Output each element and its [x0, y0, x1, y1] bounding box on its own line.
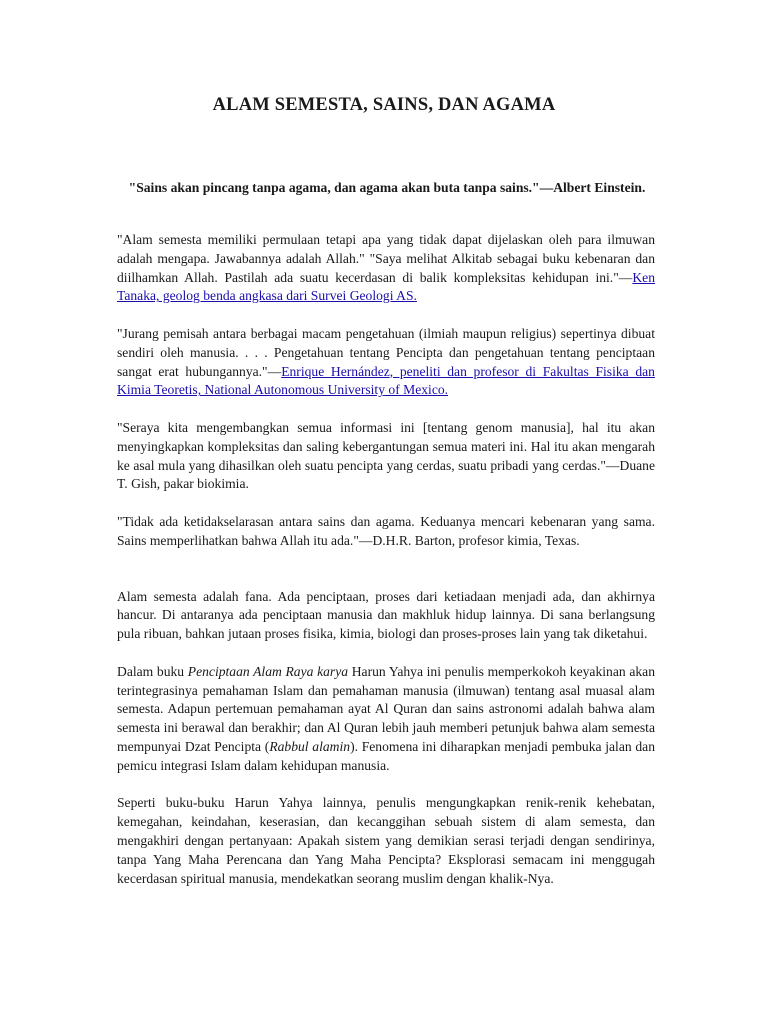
p2-tail: ). Fenomena ini diharapkan menjadi pembuka jalan dan pemicu integrasi Islam dalam kehidupan manusia.: [117, 738, 655, 773]
body-paragraph: [117, 663, 655, 776]
p2-mid: Harun Yahya ini penulis memperkokoh keyakinan akan terintegrasinya pemahaman Islam dan pemahaman manusia (ilmuwan) tentang asal muasal alam semesta. Adapun pertemuan pemahaman ayat Al Quran dan sains astronomi adalah bahwa alam semesta ini berawal dan berakhir; dan Al Quran lebih jauh memberi petunjuk bahwa alam semesta mempunyai Dzat Pencipta (: [117, 663, 655, 754]
quote-text: "Jurang pemisah antara berbagai macam pengetahuan (ilmiah maupun religius) sepertinya dibuat sendiri oleh manusia. . . . Pengetahuan tentang Pencipta dan pengetahuan tentang penciptaan sangat erat hubungannya."—: [117, 325, 655, 379]
book-title: Penciptaan Alam Raya karya: [187, 663, 349, 679]
epigraph-quote: "Sains akan pincang tanpa agama, dan agama akan buta tanpa sains."—Albert Einstein.: [128, 180, 646, 195]
quote-paragraph: "Seraya kita mengembangkan semua informasi ini [tentang genom manusia], hal itu akan menyingkapkan kompleksitas dan saling kebergantungan semua materi ini. Hal itu akan mengarah ke asal mula yang dihasilkan oleh suatu pencipta yang cerdas, suatu pribadi yang cerdas."—Duane T. Gish, pakar biokimia.: [117, 419, 655, 492]
document-title: ALAM SEMESTA, SAINS, DAN AGAMA: [212, 95, 556, 115]
source-link-enrique-hernandez[interactable]: Enrique Hernández, peneliti dan profesor di Fakultas Fisika dan Kimia Teoretis, National Autonomous University of Mexico.: [117, 363, 655, 398]
quote-paragraph: [117, 325, 655, 400]
quote-text: "Alam semesta memiliki permulaan tetapi apa yang tidak dapat dijelaskan oleh para ilmuwan adalah mengapa. Jawabannya adalah Allah." "Saya melihat Alkitab sebagai buku kebenaran dan diilhamkan Allah. Pastilah ada suatu kecerdasan di balik kompleksitas kehidupan ini."—: [117, 232, 655, 285]
quote-paragraph: [117, 231, 655, 306]
source-link-ken-tanaka[interactable]: Ken Tanaka, geolog benda angkasa dari Survei Geologi AS.: [117, 269, 655, 304]
arabic-term: Rabbul alamin: [269, 738, 351, 754]
quote-paragraph: "Tidak ada ketidakselarasan antara sains dan agama. Keduanya mencari kebenaran yang sama. Sains memperlihatkan bahwa Allah itu ada."—D.H.R. Barton, profesor kimia, Texas.: [117, 513, 655, 548]
document-body: [117, 231, 655, 907]
body-paragraph: Seperti buku-buku Harun Yahya lainnya, penulis mengungkapkan renik-renik kehebatan, kemegahan, keindahan, keserasian, dan kecanggihan sebuah sistem di alam semesta, dan mengakhiri dengan pertanyaan: Apakah sistem yang demikian serasi terjadi dengan sendirinya, tanpa Yang Maha Perencana dan Yang Maha Pencipta? Eksplorasi semacam ini menggugah kecerdasan spiritual manusia, mendekatkan seorang muslim dengan khalik-Nya.: [117, 795, 655, 886]
body-paragraph: Alam semesta adalah fana. Ada penciptaan, proses dari ketiadaan menjadi ada, dan akhirnya hancur. Di antaranya ada penciptaan manusia dan makhluk hidup lainnya. Di sana berlangsung pula ribuan, bahkan jutaan proses fisika, kimia, biologi dan proses-proses lain yang tak diketahui.: [117, 588, 655, 642]
p2-lead: Dalam buku: [117, 663, 188, 679]
